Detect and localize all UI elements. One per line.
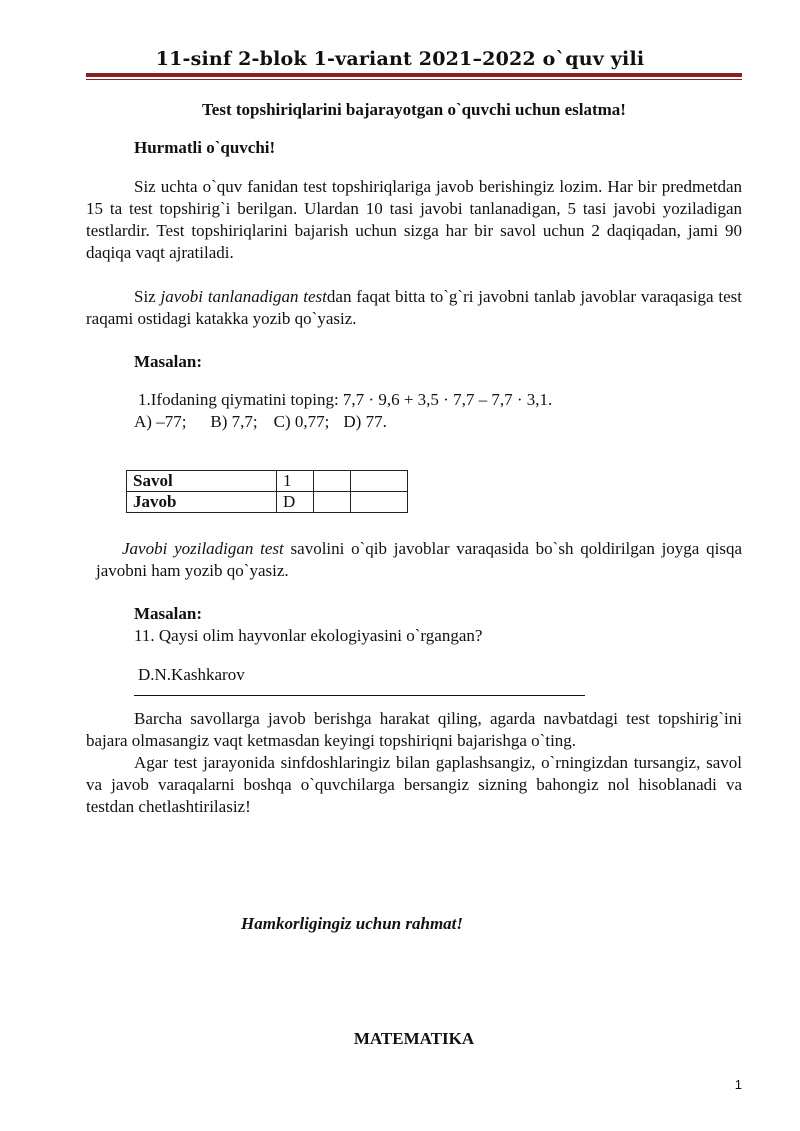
example2-label: Masalan:: [134, 604, 202, 623]
example1-label: Masalan:: [134, 352, 202, 371]
header-rule-thick: [86, 73, 742, 77]
choice-after: dan faqat bitta to`g`ri javobni tanlab javoblar varaqasiga test raqami ostidagi katakka yozib qo`yasiz.: [86, 287, 742, 328]
option-d: D) 77.: [343, 412, 387, 431]
thanks-text: Hamkorligingiz uchun rahmat!: [241, 914, 464, 933]
table-cell: [314, 492, 351, 513]
choice-italic: javobi tanlanadigan test: [160, 287, 327, 306]
choice-before: Siz: [134, 287, 161, 306]
table-row: [127, 471, 408, 492]
page-number: 1: [734, 1077, 742, 1092]
example2-answer: D.N.Kashkarov: [138, 665, 245, 684]
closing-paragraph: Barcha savollarga javob berishga harakat qiling, agarda navbatdagi test topshirig`ini bajara olmasangiz vaqt ketmasdan keyingi topshiriqni bajarishga o`ting.: [86, 709, 742, 750]
option-c: C) 0,77;: [273, 412, 330, 431]
written-after: savolini o`qib javoblar varaqasida bo`sh qoldirilgan joyga qisqa javobni ham yozib qo`yasiz.: [96, 539, 742, 580]
table-cell: [314, 471, 351, 492]
header-rule-thin: [86, 79, 742, 80]
choice-paragraph: [86, 286, 742, 330]
table-cell: [351, 471, 408, 492]
example1-options: [134, 411, 554, 433]
example1-question: 1.Ifodaning qiymatini toping: 7,7 · 9,6 + 3,5 · 7,7 – 7,7 · 3,1.: [138, 390, 553, 409]
written-italic: Javobi yoziladigan test: [122, 539, 284, 558]
table-row: [127, 492, 408, 513]
section-title: MATEMATIKA: [353, 1029, 475, 1048]
table-cell: [351, 492, 408, 513]
table-header-savol: Savol: [127, 471, 277, 492]
written-paragraph: [96, 538, 742, 582]
page-header-title: 11-sinf 2-blok 1-variant 2021–2022 o`quv yili: [155, 48, 645, 70]
greeting: Hurmatli o`quvchi!: [134, 138, 276, 157]
answer-table: [126, 470, 408, 513]
table-cell: D: [277, 492, 314, 513]
intro-paragraph: Siz uchta o`quv fanidan test topshiriqlariga javob berishingiz lozim. Har bir predmetdan 15 ta test topshirig`i berilgan. Ulardan 10 tasi javobi tanlanadigan, 5 tasi javobi yoziladigan testlardir. Test topshiriqlarini bajarish uchun sizga har bir savol uchun 2 daqiqadan, jami 90 daqiqa vaqt ajratiladi.: [86, 177, 742, 262]
notice-title: Test topshiriqlarini bajarayotgan o`quvchi uchun eslatma!: [202, 100, 626, 119]
example2-question: 11. Qaysi olim hayvonlar ekologiyasini o`rgangan?: [134, 626, 483, 645]
option-a: A) –77;: [134, 412, 187, 431]
answer-underline: [134, 695, 585, 696]
option-b: B) 7,7;: [210, 412, 258, 431]
table-cell: 1: [277, 471, 314, 492]
table-header-javob: Javob: [127, 492, 277, 513]
warning-paragraph: Agar test jarayonida sinfdoshlaringiz bilan gaplashsangiz, o`rningizdan tursangiz, savol va javob varaqalarni boshqa o`quvchilarga bersangiz sizning bahongiz nol hisoblanadi va testdan chetlashtirilasiz!: [86, 753, 742, 816]
